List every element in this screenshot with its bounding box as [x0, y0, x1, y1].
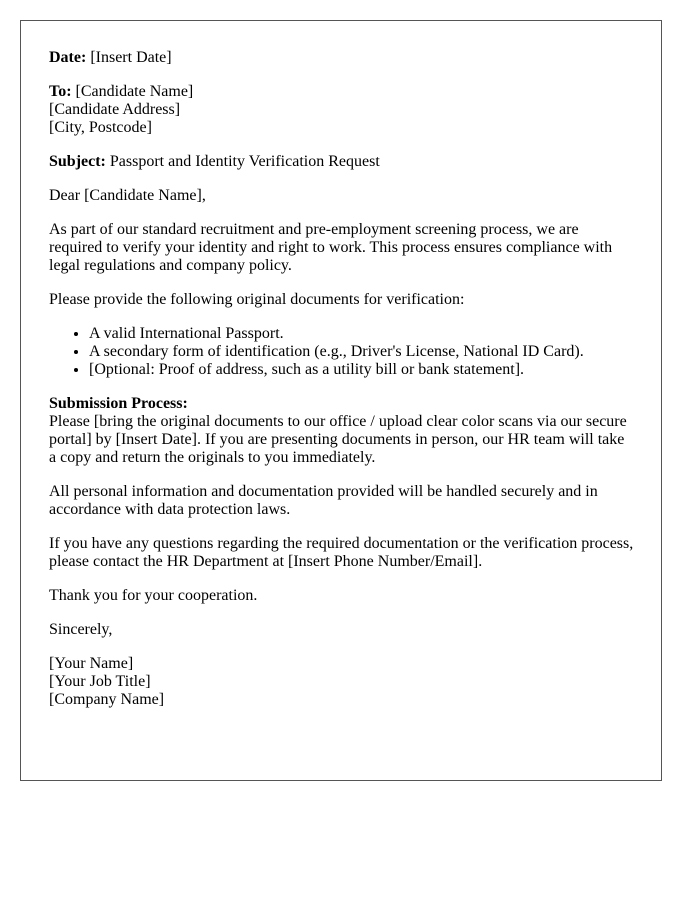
submission-text: Please [bring the original documents to our office / upload clear color scans via our secure portal] by [Insert Date]. If you are presenting documents in person, our HR team will take a copy and return the originals to you immediately. — [49, 413, 627, 466]
recipient-city: [City, Postcode] — [49, 119, 152, 136]
signature-company: [Company Name] — [49, 691, 165, 708]
recipient-name: [Candidate Name] — [75, 83, 194, 100]
privacy-paragraph: All personal information and documentation provided will be handled securely and in accordance with data protection laws. — [49, 483, 598, 518]
salutation: Dear [Candidate Name], — [49, 187, 206, 204]
list-item: • A valid International Passport. — [89, 325, 634, 343]
questions-paragraph: If you have any questions regarding the required documentation or the verification process, please contact the HR Department at [Insert Phone Number/Email]. — [49, 535, 634, 570]
date-line: Date: [Insert Date] — [49, 49, 172, 66]
date-value: [Insert Date] — [90, 49, 172, 66]
signature-block — [49, 655, 634, 709]
recipient-address: [Candidate Address] — [49, 101, 181, 118]
signature-title: [Your Job Title] — [49, 673, 151, 690]
recipient-block: To: [Candidate Name] [Candidate Address] [City, Postcode] — [49, 83, 194, 136]
submission-section — [49, 395, 634, 467]
subject-line: Subject: Passport and Identity Verification Request — [49, 153, 380, 170]
documents-intro: Please provide the following original documents for verification: — [49, 291, 465, 308]
documents-list — [49, 325, 634, 379]
subject-value: Passport and Identity Verification Request — [109, 153, 380, 170]
intro-paragraph: As part of our standard recruitment and pre-employment screening process, we are required to verify your identity and right to work. This process ensures compliance with legal regulations and company policy. — [49, 221, 613, 274]
list-item: • A secondary form of identification (e.g., Driver's License, National ID Card). — [89, 343, 634, 361]
closing: Sincerely, — [49, 621, 113, 638]
letter — [20, 20, 662, 781]
signature-name: [Your Name] — [49, 655, 134, 672]
thanks-line: Thank you for your cooperation. — [49, 587, 258, 604]
submission-heading: Submission Process: — [49, 395, 188, 412]
list-item: • [Optional: Proof of address, such as a utility bill or bank statement]. — [89, 361, 634, 379]
